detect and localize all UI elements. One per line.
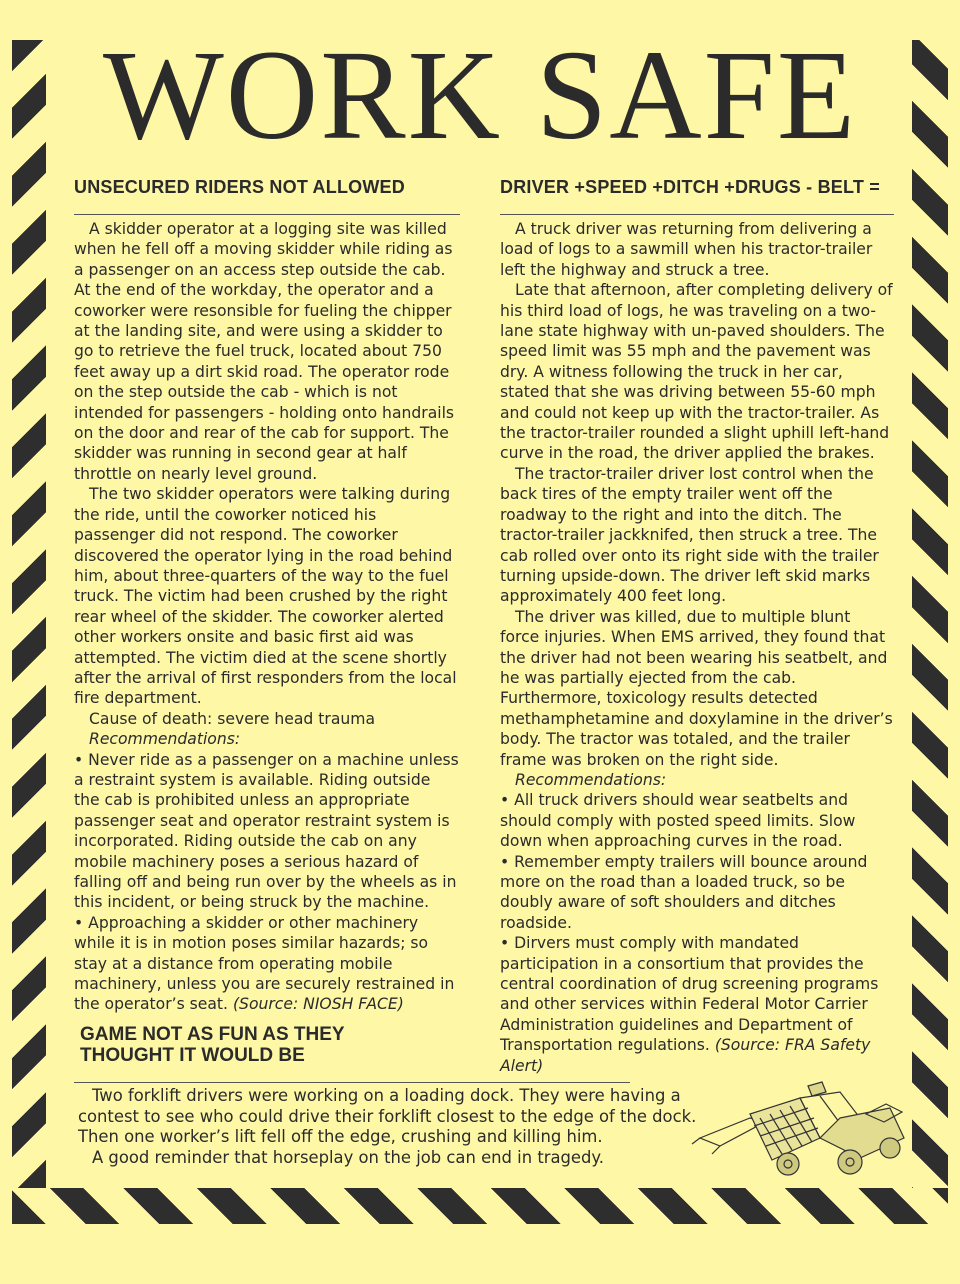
left-divider — [74, 214, 460, 215]
right-bullet-3-text: • Dirvers must comply with mandated participation in a consortium that provides the central coordination of drug screening programs and other services within Federal Motor Carrier Administration guidelines and Department of Transportation regulations. — [500, 934, 879, 1055]
bottom-paragraph-2: A good reminder that horseplay on the job can end in tragedy. — [92, 1147, 604, 1167]
right-paragraph-1: A truck driver was returning from delivering a load of logs to a sawmill when his tractor-trailer left the highway and struck a tree. — [500, 220, 873, 279]
right-heading: DRIVER +SPEED +DITCH +DRUGS - BELT = — [500, 177, 880, 197]
left-bullet-1: • Never ride as a passenger on a machine unless a restraint system is available. Riding outside the cab is prohibited unless an appropriate passenger seat and operator restraint system is incorporated. Riding outside the cab on any mobile machinery poses a serious hazard of falling off and being run over by the wheels as in this incident, or being struck by the machine. — [74, 750, 459, 912]
right-recommendations-label: Recommendations: — [515, 770, 667, 789]
bottom-paragraph-1: Two forklift drivers were working on a loading dock. They were having a contest to see who could drive their forklift closest to the edge of the dock. Then one worker’s lift fell off the edge, crushing and killing him. — [78, 1086, 697, 1146]
cause-of-death: Cause of death: severe head trauma — [89, 709, 376, 728]
left-column — [74, 176, 460, 1015]
right-paragraph-3: The tractor-trailer driver lost control when the back tires of the empty trailer went off the roadway to the right and into the ditch. The tractor-trailer jackknifed, then struck a tree. The cab rolled over onto its right side with the trailer turning upside-down. The driver left skid marks approximately 400 feet long. — [500, 464, 879, 606]
right-divider — [500, 214, 894, 215]
right-paragraph-4: The driver was killed, due to multiple blunt force injuries. When EMS arrived, they found that the driver had not been wearing his seatbelt, and he was partially ejected from the cab. Furthermore, toxicology results detected methamphetamine and doxylamine in the driver’s body. The tractor was totaled, and the trailer frame was broken on the right side. — [500, 607, 893, 769]
hazard-stripe-right — [912, 40, 948, 1218]
hazard-stripe-left — [12, 40, 46, 1218]
right-bullet-1: • All truck drivers should wear seatbelts and should comply with posted speed limits. Slow down when approaching curves in the road. — [500, 791, 856, 851]
left-source: (Source: NIOSH FACE) — [232, 995, 404, 1014]
bottom-story — [78, 1086, 718, 1168]
right-source: (Source: FRA Safety Alert) — [500, 1036, 871, 1075]
left-recommendations-label: Recommendations: — [89, 730, 241, 749]
right-bullet-2: • Remember empty trailers will bounce around more on the road than a loaded truck, so be doubly aware of soft shoulders and ditches roadside. — [500, 852, 868, 932]
forklift-illustration-icon — [690, 1078, 912, 1186]
right-paragraph-2: Late that afternoon, after completing delivery of his third load of logs, he was traveling on a two-lane state highway with un-paved shoulders. The speed limit was 55 mph and the pavement was dry. A witness following the truck in her car, stated that she was driving between 55-60 mph and could not keep up with the tractor-trailer. As the tractor-trailer rounded a slight uphill left-hand curve in the road, the driver applied the brakes. — [500, 281, 893, 463]
bottom-heading-line-2: THOUGHT IT WOULD BE — [80, 1045, 305, 1066]
left-paragraph-1: A skidder operator at a logging site was killed when he fell off a moving skidder while riding as a passenger on an access step outside the cab. At the end of the workday, the operator and a coworker were resonsible for fueling the chipper at the landing site, and were using a skidder to go to retrieve the fuel truck, located about 750 feet away up a dirt skid road. The operator rode on the step outside the cab - which is not intended for passengers - holding onto handrails on the door and rear of the cab for support. The skidder was running in second gear at half throttle on nearly level ground. — [74, 220, 455, 483]
bottom-heading — [80, 1024, 410, 1066]
left-bullet-2 — [74, 913, 460, 1015]
bottom-heading-line-1: GAME NOT AS FUN AS THEY — [80, 1024, 345, 1045]
left-heading: UNSECURED RIDERS NOT ALLOWED — [74, 177, 405, 197]
left-bullet-2-text: • Approaching a skidder or other machinery while it is in motion poses similar hazards; so stay at a distance from operating mobile machinery, unless you are securely restrained in the operator’s seat. — [74, 913, 455, 1014]
page-title: WORK SAFE — [102, 24, 858, 166]
left-paragraph-2: The two skidder operators were talking during the ride, until the coworker noticed his passenger did not respond. The coworker discovered the operator lying in the road behind him, about three-quarters of the way to the fuel truck. The victim had been crushed by the right rear wheel of the skidder. The coworker alerted other workers onsite and basic first aid was attempted. The victim died at the scene shortly after the arrival of first responders from the local fire department. — [74, 485, 457, 708]
bottom-divider — [74, 1082, 630, 1083]
right-column — [500, 176, 894, 1076]
hazard-stripe-bottom — [12, 1188, 948, 1224]
right-bullet-3 — [500, 933, 894, 1076]
